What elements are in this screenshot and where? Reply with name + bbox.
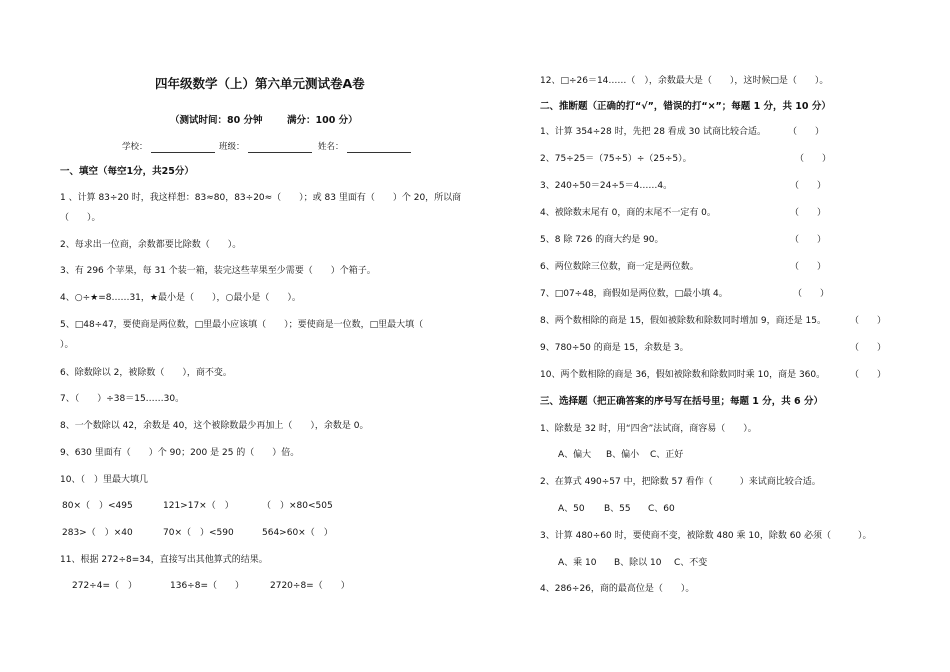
- q10-item-5: 70×（ ）<590: [163, 528, 234, 538]
- q10-item-1: 80×（ ）<495: [62, 501, 133, 511]
- class-blank[interactable]: [248, 143, 312, 153]
- q10-item-4: 283>（ ）×40: [62, 528, 133, 538]
- full-score: 满分：100 分）: [287, 115, 358, 126]
- q10-item-3: （ ）×80<505: [262, 501, 333, 511]
- question-2: 2、每求出一位商，余数都要比除数（ ）。: [60, 240, 242, 250]
- judge-item: 10、两个数相除的商是 36，假如被除数和除数同时乘 10，商是 360。: [540, 370, 826, 380]
- q1-option-c: C、正好: [650, 450, 684, 460]
- class-field: [219, 141, 312, 153]
- choice-question-4: 4、286÷26，商的最高位是（ ）。: [540, 584, 695, 594]
- choice-question-1: 1、除数是 32 时，用“四舍”法试商，商容易（ ）。: [540, 424, 757, 434]
- q1-option-b: B、偏小: [606, 450, 640, 460]
- answer-paren[interactable]: （ ）: [850, 343, 887, 353]
- question-5: 5、□48÷47，要使商是两位数，□里最小应该填（ ）；要使商是一位数，□里最大填（: [60, 320, 424, 330]
- question-12: 12、□÷26＝14……（ ），余数最大是（ ），这时候□是（ ）。: [540, 76, 829, 86]
- test-time: （测试时间：80 分钟: [170, 115, 263, 126]
- answer-paren[interactable]: （ ）: [788, 127, 825, 137]
- section1-title: 一、填空（每空1分，共25分）: [60, 166, 194, 177]
- q3-option-c: C、不变: [674, 558, 708, 568]
- question-10: 10、（ ）里最大填几: [60, 475, 148, 485]
- q3-option-b: B、除以 10: [614, 558, 662, 568]
- section3-title: 三、选择题（把正确答案的序号写在括号里；每题 1 分，共 6 分）: [540, 396, 823, 407]
- page-title: 四年级数学（上）第六单元测试卷A卷: [155, 76, 365, 91]
- answer-paren[interactable]: （ ）: [790, 235, 827, 245]
- judge-item: 1、计算 354÷28 时，先把 28 看成 30 试商比较合适。: [540, 127, 766, 137]
- question-9: 9、630 里面有（ ）个 90；200 是 25 的（ ）倍。: [60, 448, 300, 458]
- answer-paren[interactable]: （ ）: [850, 316, 887, 326]
- answer-paren[interactable]: （ ）: [850, 370, 887, 380]
- name-label: 姓名：: [318, 142, 344, 152]
- q1-option-a: A、偏大: [558, 450, 592, 460]
- q11-item-2: 136÷8=（ ）: [170, 581, 244, 591]
- q3-option-a: A、乘 10: [558, 558, 597, 568]
- question-1-cont: （ ）。: [60, 213, 101, 223]
- judge-item: 4、被除数末尾有 0，商的末尾不一定有 0。: [540, 208, 716, 218]
- question-5-cont: ）。: [60, 340, 74, 350]
- choice-question-3: 3、计算 480÷60 时，要使商不变，被除数 480 乘 10，除数 60 必须（ ）。: [540, 531, 872, 541]
- answer-paren[interactable]: （ ）: [793, 289, 830, 299]
- class-label: 班级：: [219, 142, 245, 152]
- question-11: 11、根据 272÷8=34，直接写出其他算式的结果。: [60, 555, 268, 565]
- q10-item-6: 564>60×（ ）: [262, 528, 333, 538]
- question-1: 1 、计算 83÷20 时，我这样想：83≈80，83÷20≈（ ）；或 83 里面有（ ）个 20，所以商: [60, 193, 462, 203]
- judge-item: 7、□07÷48，商假如是两位数，□最小填 4。: [540, 289, 728, 299]
- q2-option-a: A、50: [558, 504, 585, 514]
- judge-item: 3、240÷50＝24÷5＝4……4。: [540, 181, 673, 191]
- school-blank[interactable]: [151, 143, 215, 153]
- judge-item: 2、75÷25＝（75÷5）÷（25÷5）。: [540, 154, 692, 164]
- section2-title: 二、推断题（正确的打“√”，错误的打“×”；每题 1 分，共 10 分）: [540, 101, 831, 112]
- q10-item-2: 121>17×（ ）: [163, 501, 234, 511]
- question-8: 8、一个数除以 42，余数是 40，这个被除数最少再加上（ ），余数是 0。: [60, 421, 369, 431]
- q2-option-c: C、60: [648, 504, 675, 514]
- question-7: 7、（ ）÷38＝15……30。: [60, 394, 185, 404]
- school-label: 学校：: [122, 142, 148, 152]
- question-4: 4、○÷★=8……31，★最小是（ ），○最小是（ ）。: [60, 293, 301, 303]
- judge-item: 9、780÷50 的商是 15，余数是 3。: [540, 343, 689, 353]
- question-3: 3、有 296 个苹果，每 31 个装一箱，装完这些苹果至少需要（ ）个箱子。: [60, 266, 376, 276]
- name-field: [318, 141, 411, 153]
- judge-item: 6、两位数除三位数，商一定是两位数。: [540, 262, 699, 272]
- choice-question-2: 2、在算式 490÷57 中，把除数 57 看作（ ）来试商比较合适。: [540, 477, 821, 487]
- q2-option-b: B、55: [604, 504, 631, 514]
- judge-item: 8、两个数相除的商是 15，假如被除数和除数同时增加 9，商还是 15。: [540, 316, 826, 326]
- q11-item-3: 2720÷8=（ ）: [270, 581, 350, 591]
- school-field: [122, 141, 215, 153]
- answer-paren[interactable]: （ ）: [790, 262, 827, 272]
- q11-item-1: 272÷4=（ ）: [72, 581, 137, 591]
- answer-paren[interactable]: （ ）: [795, 154, 832, 164]
- question-6: 6、除数除以 2，被除数（ ），商不变。: [60, 368, 232, 378]
- answer-paren[interactable]: （ ）: [790, 181, 827, 191]
- judge-item: 5、8 除 726 的商大约是 90。: [540, 235, 664, 245]
- answer-paren[interactable]: （ ）: [790, 208, 827, 218]
- name-blank[interactable]: [347, 143, 411, 153]
